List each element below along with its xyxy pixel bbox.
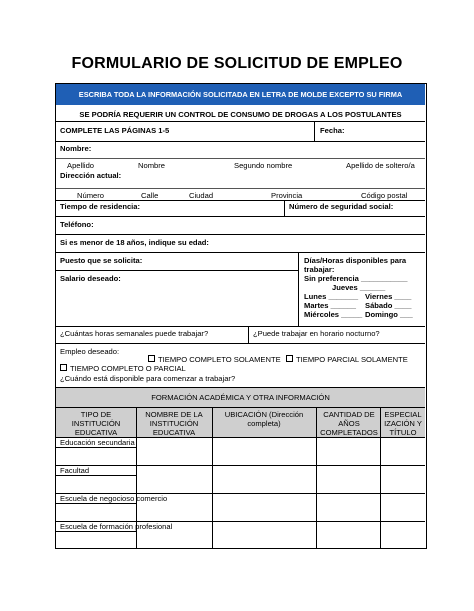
instructions-banner: ESCRIBA TODA LA INFORMACIÓN SOLICITADA EN LETRA DE MOLDE EXCEPTO SU FIRMA — [56, 84, 425, 105]
checkbox[interactable] — [148, 355, 155, 362]
divider — [56, 200, 425, 201]
divider — [284, 200, 285, 216]
divider — [316, 407, 317, 548]
martes-label: Martes ______ — [304, 301, 356, 310]
divider — [56, 121, 425, 122]
divider — [56, 503, 136, 504]
sin-preferencia-label: Sin preferencia ___________ — [304, 274, 408, 283]
col-anos-completados: CANTIDAD DE AÑOS COMPLETADOS — [320, 410, 378, 437]
lunes-label: Lunes _______ — [304, 292, 359, 301]
segundo-nombre-caption: Segundo nombre — [234, 161, 293, 170]
checkbox[interactable] — [60, 364, 67, 371]
divider — [56, 531, 136, 532]
tiempo-residencia-label: Tiempo de residencia: — [60, 202, 141, 211]
telefono-label: Teléfono: — [60, 220, 94, 229]
divider — [56, 252, 425, 253]
row-label-formacion-profesional: Escuela de formación profesional — [60, 522, 173, 531]
divider — [56, 216, 425, 217]
ciudad-caption: Ciudad — [189, 191, 214, 200]
divider — [56, 465, 425, 466]
disponibilidad-title: Días/Horas disponibles para trabajar: — [304, 256, 407, 274]
option-tiempo-completo[interactable]: TIEMPO COMPLETO SOLAMENTE — [148, 355, 281, 364]
col-nombre-institucion: NOMBRE DE LA INSTITUCIÓN EDUCATIVA — [145, 410, 203, 437]
divider — [56, 158, 425, 159]
salario-label: Salario deseado: — [60, 274, 121, 283]
nombre-caption: Nombre — [138, 161, 166, 170]
apellido-caption: Apellido — [67, 161, 95, 170]
formacion-header: FORMACIÓN ACADÉMICA Y OTRA INFORMACIÓN — [151, 393, 330, 402]
divider — [56, 343, 425, 344]
divider — [56, 188, 425, 189]
row-label-secundaria: Educación secundaria — [60, 438, 135, 447]
option-tiempo-parcial[interactable]: TIEMPO PARCIAL SOLAMENTE — [286, 355, 408, 364]
calle-caption: Calle — [141, 191, 159, 200]
numero-caption: Número — [77, 191, 105, 200]
apellido-soltero-caption: Apellido de soltero/a — [346, 161, 415, 170]
empleo-deseado-label: Empleo deseado: — [60, 347, 120, 356]
horas-semanales-label: ¿Cuántas horas semanales puede trabajar? — [60, 329, 209, 338]
divider — [56, 475, 136, 476]
direccion-label: Dirección actual: — [60, 171, 122, 180]
divider — [380, 407, 381, 548]
page-title: FORMULARIO DE SOLICITUD DE EMPLEO — [71, 55, 403, 72]
sabado-label: Sábado ____ — [365, 301, 412, 310]
codigo-postal-caption: Código postal — [361, 191, 408, 200]
col-especializacion: ESPECIAL IZACIÓN Y TÍTULO — [384, 410, 422, 437]
divider — [298, 252, 299, 326]
row-label-negocios: Escuela de negocioso comercio — [60, 494, 168, 503]
nombre-label: Nombre: — [60, 144, 92, 153]
menor-18-label: Si es menor de 18 años, indique su edad: — [60, 238, 209, 247]
seguridad-social-label: Número de seguridad social: — [289, 202, 394, 211]
miercoles-label: Miércoles _____ — [304, 310, 363, 319]
application-form — [55, 83, 427, 549]
domingo-label: Domingo ___ — [365, 310, 413, 319]
option-completo-o-parcial[interactable]: TIEMPO COMPLETO O PARCIAL — [60, 364, 186, 373]
divider — [136, 407, 137, 548]
divider — [314, 121, 315, 141]
col-ubicacion: UBICACIÓN (Dirección completa) — [224, 410, 304, 428]
divider — [56, 270, 298, 271]
drug-test-notice: SE PODRÍA REQUERIR UN CONTROL DE CONSUMO DE DROGAS A LOS POSTULANTES — [79, 110, 402, 119]
divider — [56, 234, 425, 235]
fecha-label: Fecha: — [320, 126, 345, 135]
pages-note: COMPLETE LAS PÁGINAS 1-5 — [60, 126, 170, 135]
divider — [56, 141, 425, 142]
jueves-label: Jueves ______ — [332, 283, 386, 292]
row-label-facultad: Facultad — [60, 466, 90, 475]
disponible-cuando-label: ¿Cuándo está disponible para comenzar a trabajar? — [60, 374, 236, 383]
divider — [248, 326, 249, 343]
provincia-caption: Provincia — [271, 191, 303, 200]
divider — [56, 447, 136, 448]
horario-nocturno-label: ¿Puede trabajar en horario nocturno? — [253, 329, 380, 338]
puesto-label: Puesto que se solicita: — [60, 256, 143, 265]
viernes-label: Viernes ____ — [365, 292, 412, 301]
col-tipo-institucion: TIPO DE INSTITUCIÓN EDUCATIVA — [71, 410, 121, 437]
checkbox[interactable] — [286, 355, 293, 362]
divider — [212, 407, 213, 548]
divider — [56, 326, 425, 327]
